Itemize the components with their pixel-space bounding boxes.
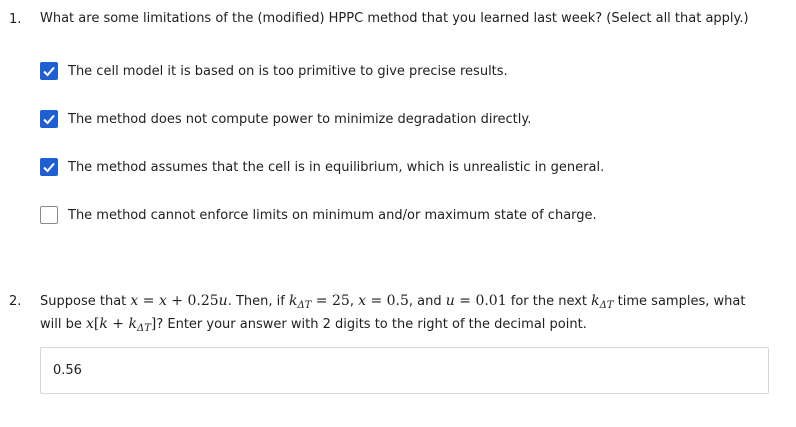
question-2-line-2 [40, 313, 780, 336]
question-1-option-1[interactable] [40, 62, 508, 80]
math-x: x [130, 293, 139, 309]
text-segment: time samples, what [613, 294, 746, 309]
checkbox-checked[interactable] [40, 158, 58, 176]
option-label: The cell model it is based on is too primitive to give precise results. [68, 63, 508, 79]
checkmark-icon [42, 160, 56, 174]
equation-x-value [358, 293, 409, 309]
math-x: x [85, 316, 94, 332]
math-u: u [218, 293, 228, 309]
answer-input[interactable] [40, 347, 769, 394]
math-plus: + [107, 316, 129, 332]
answer-value: 0.56 [53, 363, 82, 378]
option-label: The method cannot enforce limits on minimum and/or maximum state of charge. [68, 207, 597, 223]
math-equals: = [138, 293, 159, 309]
question-1-option-2[interactable] [40, 110, 531, 128]
text-segment: , and [408, 294, 446, 309]
text-segment: for the next [506, 294, 592, 309]
equation-target [86, 316, 156, 332]
question-1-text: What are some limitations of the (modified) HPPC method that you learned last week? (Select all that apply.) [40, 11, 749, 26]
math-x: x [358, 293, 366, 309]
text-segment: Suppose that [40, 294, 131, 309]
equation-k-delta-ref [591, 293, 613, 309]
math-u: u [445, 293, 455, 309]
math-coefficient: 0.25 [187, 293, 219, 309]
math-delta-t: ΔT [136, 323, 151, 334]
math-k: k [99, 316, 108, 332]
text-segment: ? Enter your answer with 2 digits to the right of the decimal point. [156, 317, 587, 332]
checkmark-icon [42, 112, 56, 126]
checkmark-icon [42, 64, 56, 78]
question-1-option-3[interactable] [40, 158, 604, 176]
math-k: k [288, 293, 298, 309]
question-1-number: 1. [9, 12, 22, 27]
checkbox-unchecked[interactable] [40, 206, 58, 224]
equation-model [130, 293, 227, 309]
equation-k-delta [289, 293, 350, 309]
question-2-text [40, 290, 780, 336]
math-equals: = [454, 293, 476, 309]
question-2-number: 2. [9, 294, 22, 309]
math-plus: + [166, 293, 188, 309]
question-2-line-1 [40, 290, 780, 313]
equation-u-value [446, 293, 507, 309]
math-delta-t: ΔT [599, 300, 614, 311]
math-equals: = [366, 293, 387, 309]
checkbox-checked[interactable] [40, 110, 58, 128]
math-u-value: 0.01 [475, 293, 507, 309]
math-delta-t: ΔT [297, 300, 312, 311]
math-equals: = [311, 293, 332, 309]
checkbox-checked[interactable] [40, 62, 58, 80]
math-x: x [158, 293, 167, 309]
math-bracket: [ [93, 316, 100, 332]
text-segment: , [349, 294, 359, 309]
math-x-value: 0.5 [386, 293, 409, 309]
option-label: The method does not compute power to minimize degradation directly. [68, 111, 532, 127]
text-segment: . Then, if [227, 294, 289, 309]
math-bracket: ] [150, 316, 157, 332]
text-segment: will be [40, 317, 86, 332]
math-k: k [591, 293, 600, 309]
option-label: The method assumes that the cell is in equilibrium, which is unrealistic in general. [68, 159, 605, 175]
math-k: k [128, 316, 137, 332]
question-1-option-4[interactable] [40, 206, 597, 224]
math-k-value: 25 [332, 293, 350, 309]
